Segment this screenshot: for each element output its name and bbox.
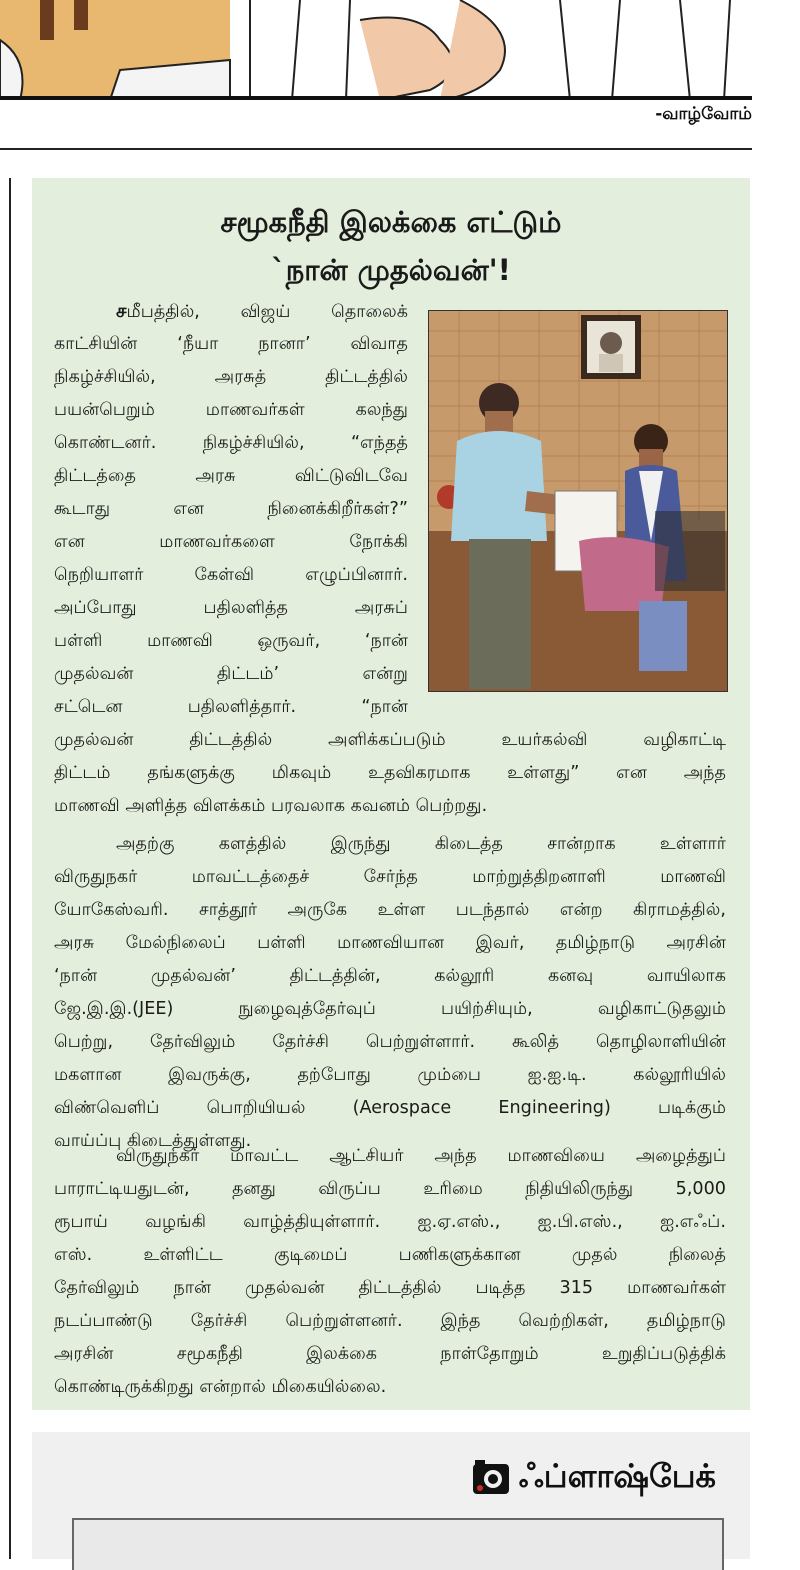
text-line: பாராட்டியதுடன், தனது விருப்ப உரிமை நிதியிலிருந்து 5,000 [54, 1179, 726, 1199]
text-line: மகளான இவருக்கு, தற்போது மும்பை ஐ.ஐ.டி. கல்லூரியில் [54, 1065, 726, 1085]
text-line: என மாணவர்களை நோக்கி [54, 532, 408, 552]
text-line: அரசு மேல்நிலைப் பள்ளி மாணவியான இவர், தமிழ்நாடு அரசின் [54, 933, 726, 953]
paragraph-1-wide [54, 724, 726, 823]
article-photo [428, 310, 728, 692]
cartoon-strip [0, 0, 752, 100]
text-line: விருதுநகர் மாவட்டத்தைச் சேர்ந்த மாற்றுத்திறனாளி மாணவி [54, 867, 726, 887]
text-line: பள்ளி மாணவி ஒருவர், ‘நான் [54, 631, 408, 651]
text-line: எஸ். உள்ளிட்ட குடிமைப் பணிகளுக்கான முதல் நிலைத் [54, 1245, 726, 1265]
flashback-logo [471, 1456, 716, 1500]
text-line: நெறியாளர் கேள்வி எழுப்பினார். [54, 565, 408, 585]
text-line: விருதுநகர் மாவட்ட ஆட்சியர் அந்த மாணவியை அழைத்துப் [116, 1146, 726, 1166]
text-line: சட்டென பதிலளித்தார். “நான் [54, 697, 408, 717]
text-line: ஜே.இ.இ.(JEE) நுழைவுத்தேர்வுப் பயிற்சியும், வழிகாட்டுதலும் [54, 999, 726, 1019]
text-line: அப்போது பதிலளித்த அரசுப் [54, 598, 408, 618]
text-line: ரூபாய் வழங்கி வாழ்த்தியுள்ளார். ஐ.ஏ.எஸ்., ஐ.பி.எஸ்., ஐ.எஃப். [54, 1212, 726, 1232]
paragraph-1-narrow [54, 295, 408, 724]
text-line: திட்டத்தை அரசு விட்டுவிடவே [54, 466, 408, 486]
text-line: கூடாது என நினைக்கிறீர்கள்?” [54, 499, 408, 519]
text-line: கொண்டனர். நிகழ்ச்சியில், “எந்தத் [54, 433, 408, 453]
text-line: விண்வெளிப் பொறியியல் (Aerospace Engineering) படிக்கும் [54, 1098, 726, 1118]
paragraph-3 [54, 1140, 726, 1404]
paragraph-2 [54, 828, 726, 1158]
text-line: சமீபத்தில், விஜய் தொலைக் [116, 300, 408, 322]
text-line: நடப்பாண்டு தேர்ச்சி பெற்றுள்ளனர். இந்த வெற்றிகள், தமிழ்நாடு [54, 1311, 726, 1331]
text-line: அரசின் சமூகநீதி இலக்கை நாள்தோறும் உறுதிப்படுத்திக் [54, 1344, 726, 1364]
article-box [32, 178, 750, 1410]
text-line: தேர்விலும் நான் முதல்வன் திட்டத்தில் படித்த 315 மாணவர்கள் [54, 1278, 726, 1298]
article-headline [32, 198, 750, 294]
text-line: காட்சியின் ‘நீயா நானா’ விவாத [54, 334, 408, 354]
text-line: மாணவி அளித்த விளக்கம் பரவலாக கவனம் பெற்றது. [54, 796, 488, 816]
cartoonist-signature: -வாழ்வோம் [655, 104, 752, 124]
text-line: அதற்கு களத்தில் இருந்து கிடைத்த சான்றாக உள்ளார் [116, 834, 726, 854]
text-line: வாய்ப்பு கிடைத்துள்ளது. [54, 1131, 252, 1151]
headline-line-2: `நான் முதல்வன்'! [271, 253, 511, 287]
text-line: பயன்பெறும் மாணவர்கள் கலந்து [54, 400, 408, 420]
text-line: யோகேஸ்வரி. சாத்தூர் அருகே உள்ள படந்தால் என்ற கிராமத்தில், [54, 900, 726, 920]
headline-line-1: சமூகநீதி இலக்கை எட்டும் [220, 205, 562, 239]
text-line: முதல்வன் திட்டம்’ என்று [54, 664, 408, 684]
text-line: ‘நான் முதல்வன்’ திட்டத்தின், கல்லூரி கனவு வாயிலாக [54, 966, 726, 986]
text-line: முதல்வன் திட்டத்தில் அளிக்கப்படும் உயர்கல்வி வழிகாட்டி [54, 730, 726, 750]
text-line: பெற்று, தேர்விலும் தேர்ச்சி பெற்றுள்ளார். கூலித் தொழிலாளியின் [54, 1032, 726, 1052]
flashback-box [32, 1432, 750, 1559]
section-divider [0, 148, 752, 150]
camera-icon [471, 1458, 511, 1498]
flashback-title: ஃப்ளாஷ்பேக் [518, 1457, 716, 1495]
photo-illustration [429, 311, 727, 691]
cartoon-illustration [0, 0, 752, 100]
text-line: கொண்டிருக்கிறது என்றால் மிகையில்லை. [54, 1377, 387, 1397]
text-line: நிகழ்ச்சியில், அரசுத் திட்டத்தில் [54, 367, 408, 387]
dropcap: ச [116, 300, 127, 322]
text-line: திட்டம் தங்களுக்கு மிகவும் உதவிகரமாக உள்ளது” என அந்த [54, 763, 726, 783]
flashback-photo-frame [72, 1518, 724, 1570]
column-rule [9, 178, 11, 1559]
